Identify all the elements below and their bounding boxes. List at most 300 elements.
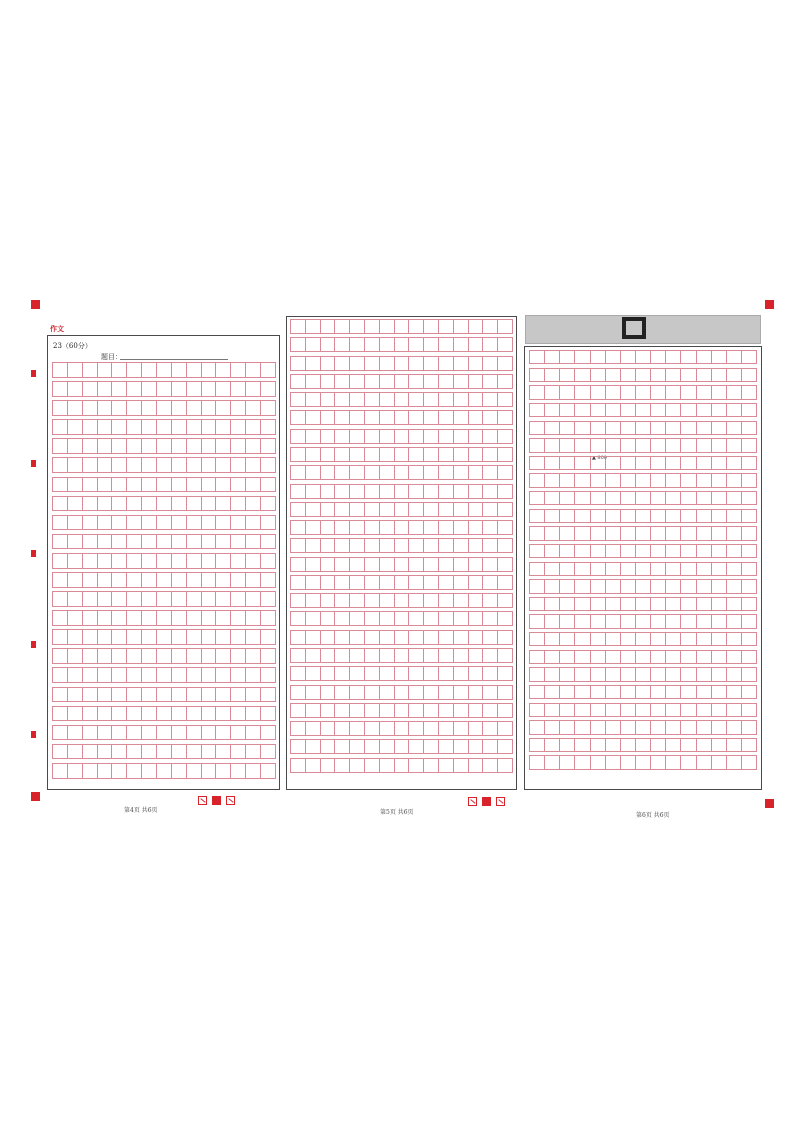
grid-cell[interactable] xyxy=(53,458,68,472)
grid-cell[interactable] xyxy=(666,704,681,716)
grid-cell[interactable] xyxy=(127,726,142,740)
grid-cell[interactable] xyxy=(127,535,142,549)
grid-row[interactable] xyxy=(52,419,276,435)
grid-cell[interactable] xyxy=(395,722,410,735)
grid-cell[interactable] xyxy=(335,667,350,680)
grid-cell[interactable] xyxy=(424,375,439,388)
grid-cell[interactable] xyxy=(530,651,545,663)
grid-cell[interactable] xyxy=(498,393,513,406)
grid-cell[interactable] xyxy=(231,401,246,415)
grid-cell[interactable] xyxy=(350,612,365,625)
grid-cell[interactable] xyxy=(365,320,380,333)
grid-cell[interactable] xyxy=(306,631,321,644)
grid-cell[interactable] xyxy=(172,497,187,511)
grid-cell[interactable] xyxy=(712,369,727,381)
grid-cell[interactable] xyxy=(157,439,172,453)
grid-cell[interactable] xyxy=(606,422,621,434)
grid-cell[interactable] xyxy=(742,598,757,610)
grid-cell[interactable] xyxy=(157,707,172,721)
grid-cell[interactable] xyxy=(681,668,696,680)
grid-cell[interactable] xyxy=(409,411,424,424)
grid-cell[interactable] xyxy=(127,497,142,511)
grid-cell[interactable] xyxy=(127,458,142,472)
grid-cell[interactable] xyxy=(350,430,365,443)
grid-cell[interactable] xyxy=(172,516,187,530)
grid-cell[interactable] xyxy=(231,363,246,377)
grid-cell[interactable] xyxy=(83,649,98,663)
grid-cell[interactable] xyxy=(306,448,321,461)
grid-cell[interactable] xyxy=(98,688,113,702)
grid-cell[interactable] xyxy=(202,745,217,759)
grid-cell[interactable] xyxy=(202,401,217,415)
grid-cell[interactable] xyxy=(621,457,636,469)
grid-cell[interactable] xyxy=(261,401,276,415)
grid-cell[interactable] xyxy=(424,594,439,607)
grid-cell[interactable] xyxy=(697,615,712,627)
grid-cell[interactable] xyxy=(545,615,560,627)
grid-cell[interactable] xyxy=(439,521,454,534)
grid-cell[interactable] xyxy=(439,594,454,607)
grid-cell[interactable] xyxy=(350,686,365,699)
grid-cell[interactable] xyxy=(483,740,498,753)
grid-cell[interactable] xyxy=(335,759,350,772)
grid-cell[interactable] xyxy=(409,393,424,406)
grid-cell[interactable] xyxy=(68,554,83,568)
grid-cell[interactable] xyxy=(202,726,217,740)
grid-cell[interactable] xyxy=(53,745,68,759)
grid-cell[interactable] xyxy=(291,631,306,644)
grid-cell[interactable] xyxy=(454,740,469,753)
grid-cell[interactable] xyxy=(83,401,98,415)
grid-cell[interactable] xyxy=(454,686,469,699)
grid-cell[interactable] xyxy=(469,466,484,479)
grid-cell[interactable] xyxy=(681,474,696,486)
grid-cell[interactable] xyxy=(291,393,306,406)
grid-cell[interactable] xyxy=(68,516,83,530)
grid-cell[interactable] xyxy=(424,539,439,552)
grid-cell[interactable] xyxy=(172,611,187,625)
grid-cell[interactable] xyxy=(112,611,127,625)
grid-cell[interactable] xyxy=(606,510,621,522)
grid-cell[interactable] xyxy=(246,401,261,415)
grid-cell[interactable] xyxy=(712,686,727,698)
grid-cell[interactable] xyxy=(575,527,590,539)
grid-cell[interactable] xyxy=(530,756,545,768)
grid-cell[interactable] xyxy=(712,439,727,451)
grid-cell[interactable] xyxy=(483,539,498,552)
grid-cell[interactable] xyxy=(306,521,321,534)
grid-cell[interactable] xyxy=(454,722,469,735)
grid-cell[interactable] xyxy=(291,411,306,424)
grid-cell[interactable] xyxy=(187,649,202,663)
grid-row[interactable] xyxy=(529,720,757,734)
grid-cell[interactable] xyxy=(321,722,336,735)
grid-cell[interactable] xyxy=(335,649,350,662)
grid-row[interactable] xyxy=(290,337,513,352)
grid-cell[interactable] xyxy=(98,611,113,625)
grid-cell[interactable] xyxy=(112,363,127,377)
grid-cell[interactable] xyxy=(712,704,727,716)
grid-cell[interactable] xyxy=(621,651,636,663)
grid-cell[interactable] xyxy=(172,573,187,587)
grid-cell[interactable] xyxy=(651,510,666,522)
grid-cell[interactable] xyxy=(246,726,261,740)
grid-cell[interactable] xyxy=(424,649,439,662)
grid-cell[interactable] xyxy=(350,485,365,498)
grid-cell[interactable] xyxy=(498,338,513,351)
grid-cell[interactable] xyxy=(202,363,217,377)
grid-cell[interactable] xyxy=(636,756,651,768)
grid-cell[interactable] xyxy=(545,580,560,592)
grid-cell[interactable] xyxy=(365,503,380,516)
grid-cell[interactable] xyxy=(231,382,246,396)
grid-cell[interactable] xyxy=(306,576,321,589)
grid-cell[interactable] xyxy=(575,457,590,469)
grid-cell[interactable] xyxy=(545,510,560,522)
grid-cell[interactable] xyxy=(606,721,621,733)
grid-cell[interactable] xyxy=(306,466,321,479)
grid-cell[interactable] xyxy=(712,756,727,768)
grid-cell[interactable] xyxy=(187,363,202,377)
grid-cell[interactable] xyxy=(651,651,666,663)
grid-cell[interactable] xyxy=(395,759,410,772)
grid-row[interactable] xyxy=(290,410,513,425)
grid-cell[interactable] xyxy=(261,573,276,587)
grid-cell[interactable] xyxy=(306,667,321,680)
grid-cell[interactable] xyxy=(530,439,545,451)
grid-cell[interactable] xyxy=(651,404,666,416)
grid-cell[interactable] xyxy=(560,545,575,557)
grid-cell[interactable] xyxy=(98,363,113,377)
grid-cell[interactable] xyxy=(187,573,202,587)
grid-cell[interactable] xyxy=(727,422,742,434)
grid-cell[interactable] xyxy=(606,386,621,398)
grid-cell[interactable] xyxy=(545,668,560,680)
grid-cell[interactable] xyxy=(575,651,590,663)
grid-cell[interactable] xyxy=(409,375,424,388)
grid-cell[interactable] xyxy=(636,721,651,733)
grid-cell[interactable] xyxy=(409,594,424,607)
grid-cell[interactable] xyxy=(498,503,513,516)
grid-cell[interactable] xyxy=(621,404,636,416)
grid-cell[interactable] xyxy=(127,554,142,568)
fill-box-slash-icon[interactable] xyxy=(226,796,235,805)
grid-cell[interactable] xyxy=(98,764,113,778)
grid-cell[interactable] xyxy=(439,649,454,662)
grid-cell[interactable] xyxy=(651,580,666,592)
grid-cell[interactable] xyxy=(591,527,606,539)
grid-cell[interactable] xyxy=(380,558,395,571)
grid-cell[interactable] xyxy=(321,357,336,370)
grid-cell[interactable] xyxy=(621,563,636,575)
grid-cell[interactable] xyxy=(454,338,469,351)
grid-cell[interactable] xyxy=(350,411,365,424)
grid-cell[interactable] xyxy=(98,592,113,606)
grid-row[interactable] xyxy=(290,575,513,590)
grid-cell[interactable] xyxy=(53,726,68,740)
grid-cell[interactable] xyxy=(321,393,336,406)
grid-cell[interactable] xyxy=(606,457,621,469)
grid-cell[interactable] xyxy=(651,369,666,381)
grid-cell[interactable] xyxy=(545,545,560,557)
grid-cell[interactable] xyxy=(498,649,513,662)
grid-cell[interactable] xyxy=(68,630,83,644)
grid-cell[interactable] xyxy=(621,633,636,645)
grid-cell[interactable] xyxy=(53,535,68,549)
grid-cell[interactable] xyxy=(545,721,560,733)
grid-cell[interactable] xyxy=(606,545,621,557)
grid-cell[interactable] xyxy=(112,745,127,759)
grid-cell[interactable] xyxy=(742,492,757,504)
grid-cell[interactable] xyxy=(321,594,336,607)
grid-cell[interactable] xyxy=(335,612,350,625)
grid-cell[interactable] xyxy=(53,764,68,778)
grid-cell[interactable] xyxy=(498,740,513,753)
grid-cell[interactable] xyxy=(621,545,636,557)
grid-cell[interactable] xyxy=(727,721,742,733)
grid-cell[interactable] xyxy=(424,576,439,589)
grid-cell[interactable] xyxy=(697,598,712,610)
grid-cell[interactable] xyxy=(380,430,395,443)
grid-cell[interactable] xyxy=(409,759,424,772)
grid-cell[interactable] xyxy=(666,668,681,680)
grid-cell[interactable] xyxy=(636,633,651,645)
grid-cell[interactable] xyxy=(697,351,712,363)
grid-cell[interactable] xyxy=(681,580,696,592)
grid-cell[interactable] xyxy=(591,474,606,486)
grid-cell[interactable] xyxy=(142,649,157,663)
grid-cell[interactable] xyxy=(575,369,590,381)
grid-cell[interactable] xyxy=(261,478,276,492)
grid-cell[interactable] xyxy=(365,686,380,699)
grid-cell[interactable] xyxy=(172,535,187,549)
grid-cell[interactable] xyxy=(727,756,742,768)
grid-cell[interactable] xyxy=(469,521,484,534)
grid-cell[interactable] xyxy=(575,721,590,733)
grid-cell[interactable] xyxy=(469,430,484,443)
grid-row[interactable] xyxy=(290,429,513,444)
grid-cell[interactable] xyxy=(202,688,217,702)
grid-cell[interactable] xyxy=(335,466,350,479)
grid-cell[interactable] xyxy=(424,393,439,406)
grid-row[interactable] xyxy=(529,456,757,470)
grid-cell[interactable] xyxy=(621,422,636,434)
grid-cell[interactable] xyxy=(666,686,681,698)
grid-cell[interactable] xyxy=(335,576,350,589)
grid-cell[interactable] xyxy=(202,420,217,434)
grid-cell[interactable] xyxy=(83,363,98,377)
grid-cell[interactable] xyxy=(454,466,469,479)
grid-cell[interactable] xyxy=(530,739,545,751)
grid-cell[interactable] xyxy=(560,474,575,486)
grid-cell[interactable] xyxy=(246,707,261,721)
grid-cell[interactable] xyxy=(454,393,469,406)
grid-row[interactable] xyxy=(290,666,513,681)
grid-cell[interactable] xyxy=(395,485,410,498)
grid-cell[interactable] xyxy=(636,651,651,663)
grid-cell[interactable] xyxy=(651,422,666,434)
grid-cell[interactable] xyxy=(409,558,424,571)
grid-cell[interactable] xyxy=(424,722,439,735)
grid-cell[interactable] xyxy=(712,457,727,469)
grid-cell[interactable] xyxy=(591,386,606,398)
grid-cell[interactable] xyxy=(68,420,83,434)
grid-cell[interactable] xyxy=(231,439,246,453)
grid-cell[interactable] xyxy=(560,386,575,398)
grid-cell[interactable] xyxy=(439,430,454,443)
grid-cell[interactable] xyxy=(380,411,395,424)
grid-cell[interactable] xyxy=(697,545,712,557)
grid-cell[interactable] xyxy=(380,448,395,461)
grid-cell[interactable] xyxy=(742,404,757,416)
grid-cell[interactable] xyxy=(621,739,636,751)
grid-cell[interactable] xyxy=(697,457,712,469)
grid-cell[interactable] xyxy=(231,573,246,587)
grid-cell[interactable] xyxy=(246,439,261,453)
grid-row[interactable] xyxy=(290,739,513,754)
grid-cell[interactable] xyxy=(98,497,113,511)
grid-cell[interactable] xyxy=(350,740,365,753)
grid-cell[interactable] xyxy=(231,516,246,530)
grid-cell[interactable] xyxy=(483,722,498,735)
grid-cell[interactable] xyxy=(498,686,513,699)
grid-cell[interactable] xyxy=(202,707,217,721)
grid-cell[interactable] xyxy=(68,439,83,453)
grid-cell[interactable] xyxy=(83,573,98,587)
grid-cell[interactable] xyxy=(697,651,712,663)
grid-cell[interactable] xyxy=(560,615,575,627)
grid-cell[interactable] xyxy=(142,745,157,759)
grid-row[interactable] xyxy=(529,703,757,717)
grid-cell[interactable] xyxy=(530,580,545,592)
grid-cell[interactable] xyxy=(697,580,712,592)
grid-cell[interactable] xyxy=(365,649,380,662)
grid-cell[interactable] xyxy=(530,545,545,557)
grid-cell[interactable] xyxy=(306,357,321,370)
grid-cell[interactable] xyxy=(575,422,590,434)
grid-cell[interactable] xyxy=(261,745,276,759)
grid-cell[interactable] xyxy=(409,740,424,753)
grid-cell[interactable] xyxy=(172,420,187,434)
grid-cell[interactable] xyxy=(365,704,380,717)
grid-cell[interactable] xyxy=(306,759,321,772)
grid-cell[interactable] xyxy=(261,764,276,778)
grid-cell[interactable] xyxy=(365,485,380,498)
grid-cell[interactable] xyxy=(231,535,246,549)
grid-cell[interactable] xyxy=(395,375,410,388)
grid-cell[interactable] xyxy=(335,722,350,735)
grid-row[interactable] xyxy=(529,597,757,611)
grid-cell[interactable] xyxy=(53,401,68,415)
grid-cell[interactable] xyxy=(621,704,636,716)
grid-cell[interactable] xyxy=(216,439,231,453)
grid-cell[interactable] xyxy=(591,668,606,680)
grid-cell[interactable] xyxy=(651,668,666,680)
grid-cell[interactable] xyxy=(157,630,172,644)
grid-cell[interactable] xyxy=(712,563,727,575)
grid-cell[interactable] xyxy=(606,369,621,381)
grid-cell[interactable] xyxy=(216,668,231,682)
grid-cell[interactable] xyxy=(395,338,410,351)
grid-cell[interactable] xyxy=(335,631,350,644)
grid-cell[interactable] xyxy=(530,633,545,645)
grid-cell[interactable] xyxy=(424,448,439,461)
grid-cell[interactable] xyxy=(712,580,727,592)
grid-cell[interactable] xyxy=(350,503,365,516)
grid-cell[interactable] xyxy=(621,756,636,768)
grid-cell[interactable] xyxy=(261,630,276,644)
grid-cell[interactable] xyxy=(335,338,350,351)
grid-cell[interactable] xyxy=(98,382,113,396)
grid-cell[interactable] xyxy=(127,611,142,625)
grid-cell[interactable] xyxy=(439,320,454,333)
grid-cell[interactable] xyxy=(395,430,410,443)
grid-cell[interactable] xyxy=(409,503,424,516)
grid-cell[interactable] xyxy=(651,633,666,645)
grid-cell[interactable] xyxy=(291,485,306,498)
grid-row[interactable] xyxy=(529,738,757,752)
grid-cell[interactable] xyxy=(142,688,157,702)
grid-cell[interactable] xyxy=(712,651,727,663)
grid-cell[interactable] xyxy=(83,726,98,740)
grid-cell[interactable] xyxy=(666,510,681,522)
grid-row[interactable] xyxy=(52,362,276,378)
grid-cell[interactable] xyxy=(424,612,439,625)
grid-cell[interactable] xyxy=(98,401,113,415)
grid-cell[interactable] xyxy=(321,740,336,753)
grid-cell[interactable] xyxy=(651,563,666,575)
grid-cell[interactable] xyxy=(606,351,621,363)
grid-cell[interactable] xyxy=(395,393,410,406)
grid-cell[interactable] xyxy=(483,686,498,699)
grid-row[interactable] xyxy=(290,502,513,517)
fill-box-slash-icon[interactable] xyxy=(198,796,207,805)
grid-cell[interactable] xyxy=(712,527,727,539)
grid-row[interactable] xyxy=(529,421,757,435)
grid-cell[interactable] xyxy=(591,369,606,381)
grid-cell[interactable] xyxy=(469,411,484,424)
grid-cell[interactable] xyxy=(291,612,306,625)
grid-row[interactable] xyxy=(52,763,276,779)
grid-cell[interactable] xyxy=(335,539,350,552)
grid-cell[interactable] xyxy=(469,393,484,406)
grid-cell[interactable] xyxy=(157,478,172,492)
grid-cell[interactable] xyxy=(681,457,696,469)
grid-cell[interactable] xyxy=(216,516,231,530)
grid-cell[interactable] xyxy=(454,448,469,461)
grid-cell[interactable] xyxy=(172,592,187,606)
grid-cell[interactable] xyxy=(560,457,575,469)
grid-cell[interactable] xyxy=(291,430,306,443)
grid-cell[interactable] xyxy=(454,539,469,552)
grid-cell[interactable] xyxy=(83,707,98,721)
grid-cell[interactable] xyxy=(498,631,513,644)
grid-cell[interactable] xyxy=(712,721,727,733)
grid-cell[interactable] xyxy=(636,527,651,539)
grid-cell[interactable] xyxy=(98,573,113,587)
grid-cell[interactable] xyxy=(321,521,336,534)
grid-cell[interactable] xyxy=(651,527,666,539)
grid-cell[interactable] xyxy=(712,510,727,522)
grid-row[interactable] xyxy=(529,526,757,540)
grid-cell[interactable] xyxy=(636,457,651,469)
grid-cell[interactable] xyxy=(246,688,261,702)
grid-cell[interactable] xyxy=(380,539,395,552)
grid-cell[interactable] xyxy=(636,615,651,627)
grid-cell[interactable] xyxy=(216,630,231,644)
grid-cell[interactable] xyxy=(498,722,513,735)
grid-cell[interactable] xyxy=(202,439,217,453)
